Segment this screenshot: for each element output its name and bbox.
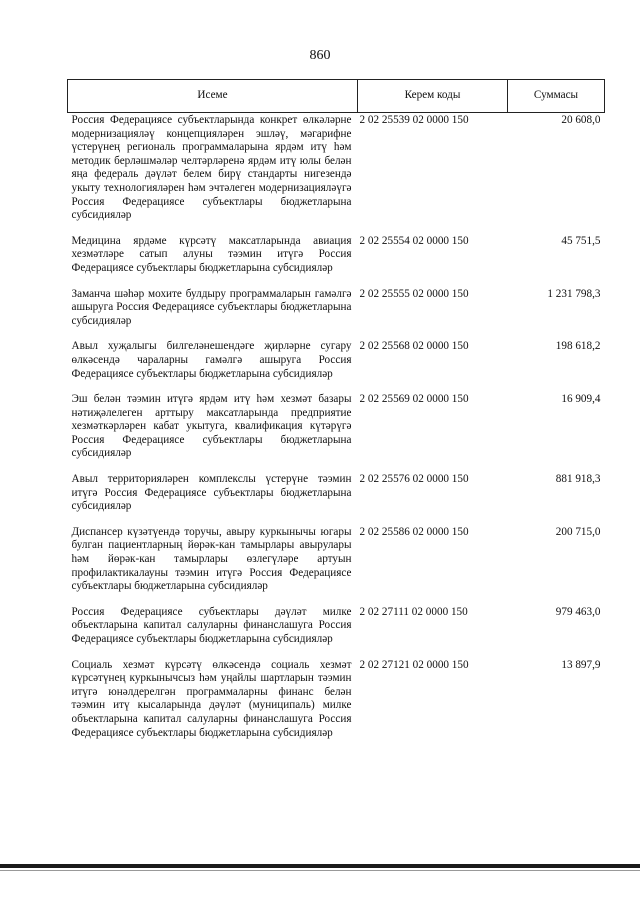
row-code: 2 02 25569 02 0000 150 — [359, 393, 469, 406]
row-name: Социаль хезмәт күрсәтү өлкәсендә социаль хезмәт күрсәтүнең куркынычсыз һәм уңайлы шартларын тәэмин итүгә юнәлдерелгән программаларны финанс белән тәэмин итү кысаларында дәүләт (муниципаль) милке объектларына капитал салуларны финанслашуга Россия Федерациясе субъектлары бюджетларына субсидияләр — [71, 658, 352, 739]
table-row — [68, 393, 605, 473]
row-code: 2 02 25539 02 0000 150 — [359, 114, 469, 126]
row-name: Заманча шәһәр мохите булдыру программаларын гамәлгә ашыруга Россия Федерациясе субъектлары бюджетларына субсидияләр — [71, 287, 352, 327]
page-number: 860 — [309, 48, 331, 63]
row-code: 2 02 25586 02 0000 150 — [359, 525, 469, 538]
table-row — [68, 473, 605, 526]
row-sum: 13 897,9 — [561, 658, 601, 671]
row-sum: 881 918,3 — [555, 473, 601, 486]
row-name: Медицина ярдәме күрсәтү максатларында авиация хезмәтләре сатып алуны тәэмин итүгә Россия Федерациясе субъектлары бюджетларына субсидияләр — [71, 234, 352, 274]
row-code: 2 02 25554 02 0000 150 — [359, 234, 469, 247]
row-name: Авыл хуҗалыгы билгеләнешендәге җирләрне сугару өлкәсендә чараларны гамәлгә ашыруга Россия Федерациясе субъектлары бюджетларына субсидияләр — [71, 340, 352, 380]
table-row — [68, 659, 605, 753]
table-row — [68, 113, 605, 235]
subsidy-table — [67, 79, 605, 752]
row-sum: 45 751,5 — [561, 234, 601, 247]
row-code: 2 02 25555 02 0000 150 — [359, 287, 469, 300]
row-code: 2 02 25568 02 0000 150 — [359, 340, 469, 353]
table-header-row — [68, 80, 605, 113]
row-sum: 979 463,0 — [555, 605, 601, 618]
table-row — [68, 235, 605, 288]
row-name: Эш белән тәэмин итүгә ярдәм итү һәм хезмәт базары нәтиҗәлелеген арттыру максатларында предприятие хезмәткәрләрен кабат укытуга, квалификация күтәрүгә Россия Федерациясе субъектлары бюджетларына субсидияләр — [71, 393, 352, 460]
table-row — [68, 606, 605, 659]
row-sum: 200 715,0 — [555, 525, 601, 538]
table-row — [68, 526, 605, 606]
row-sum: 16 909,4 — [561, 393, 601, 406]
scan-edge-bar — [0, 864, 640, 868]
row-name: Россия Федерациясе субъектларында конкрет өлкәләрне модернизацияләү концепцияләрен эшләү, мәгарифне үстерүнең региональ программаларына ярдәм итү һәм методик берләшмәләр челтәрләренә ярдәм итү юлы белән яңа федераль дәүләт белем бирү стандарты нигезендә укыту технологияләрен һәм эчтәлеген модернизацияләүгә Россия Федерациясе субъектлары бюджетларына субсидияләр — [71, 114, 352, 222]
row-sum: 1 231 798,3 — [547, 287, 601, 300]
row-code: 2 02 25576 02 0000 150 — [359, 473, 469, 486]
table-row — [68, 288, 605, 341]
row-code: 2 02 27111 02 0000 150 — [359, 605, 468, 618]
row-name: Авыл территорияләрен комплекслы үстерүне тәэмин итүгә Россия Федерациясе субъектлары бюджетларына субсидияләр — [71, 473, 352, 513]
table-row — [68, 340, 605, 393]
row-sum: 198 618,2 — [555, 340, 601, 353]
header-name: Исеме — [68, 80, 358, 113]
row-name: Диспансер күзәтүендә торучы, авыру куркынычы югары булган пациентларның йөрәк-кан тамырлары авырулары һәм йөрәк-кан тамырлары өзлегүләре артуын профилактикалауны тәэмин итүгә Россия Федерациясе субъектлары бюджетларына субсидияләр — [71, 525, 352, 593]
scan-edge-line — [0, 870, 640, 871]
header-code: Керем коды — [358, 80, 508, 113]
row-sum: 20 608,0 — [561, 114, 601, 126]
row-code: 2 02 27121 02 0000 150 — [359, 658, 469, 671]
header-sum: Суммасы — [508, 80, 605, 113]
row-name: Россия Федерациясе субъектлары дәүләт милке объектларына капитал салуларны финанслашуга Россия Федерациясе субъектлары бюджетларына субсидияләр — [71, 605, 352, 645]
